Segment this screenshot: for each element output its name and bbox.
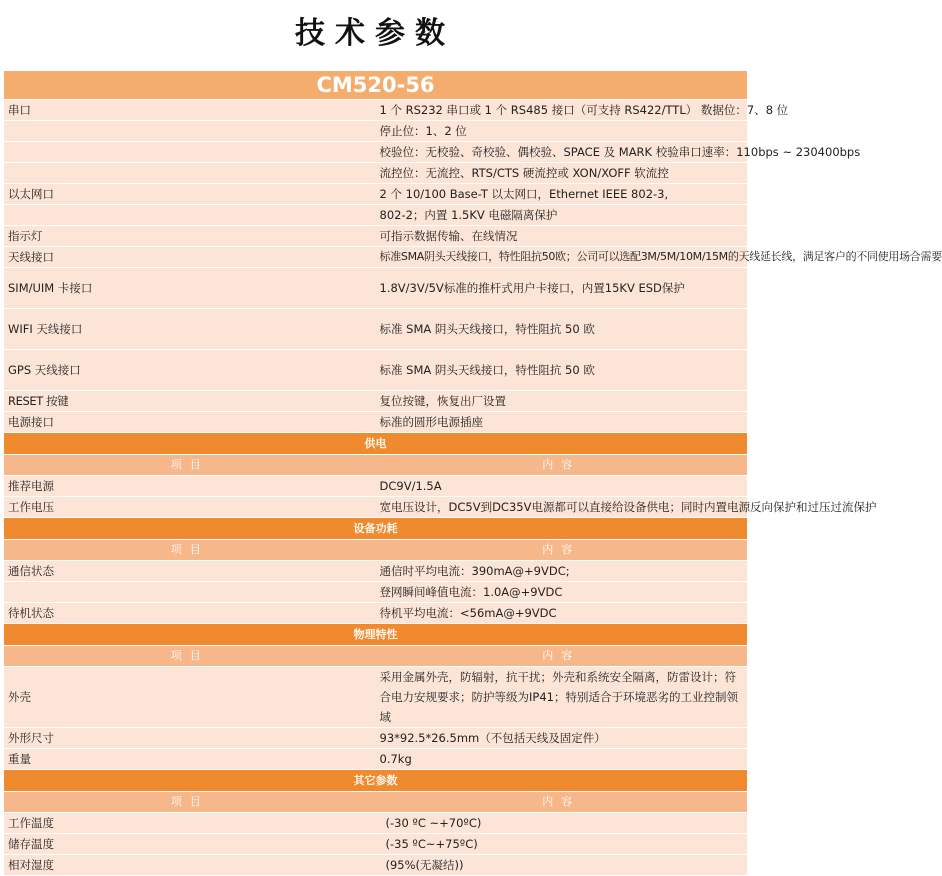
- spec-value: 1.8V/3V/5V标准的推杆式用户卡接口，内置15KV ESD保护: [376, 268, 748, 309]
- spec-label: 工作温度: [4, 813, 376, 834]
- spec-value: 待机平均电流：<56mA@+9VDC: [376, 603, 748, 624]
- section-header-physical: [4, 624, 747, 646]
- spec-label: WIFI 天线接口: [4, 309, 376, 350]
- spec-value: 采用金属外壳，防辐射，抗干扰；外壳和系统安全隔离，防雷设计；符合电力安规要求；防护等级为IP41；特别适合于环境恶劣的工业控制领域: [376, 667, 748, 728]
- spec-row: [4, 142, 747, 163]
- spec-row: [4, 163, 747, 184]
- spec-value: 复位按键，恢复出厂设置: [376, 391, 748, 412]
- spec-value: 802-2；内置 1.5KV 电磁隔离保护: [376, 205, 748, 226]
- column-header-item: 项目: [4, 540, 376, 561]
- spec-label: 串口: [4, 100, 376, 121]
- spec-value: 可指示数据传输、在线情况: [376, 226, 748, 247]
- spec-row: [4, 226, 747, 247]
- spec-row: [4, 834, 747, 855]
- section-header-consumption: [4, 518, 747, 540]
- column-header-row: [4, 792, 747, 813]
- column-header-content: 内容: [376, 646, 748, 667]
- section-header-other: [4, 770, 747, 792]
- spec-row: [4, 667, 747, 728]
- spec-row: [4, 749, 747, 770]
- spec-value: 1 个 RS232 串口或 1 个 RS485 接口（可支持 RS422/TTL） 数据位：7、8 位: [376, 100, 748, 121]
- spec-table: [4, 71, 942, 876]
- spec-row: [4, 497, 747, 518]
- spec-row: [4, 561, 747, 582]
- spec-row: [4, 268, 747, 309]
- spec-label: [4, 205, 376, 226]
- column-header-item: 项目: [4, 646, 376, 667]
- spec-value: 标准SMA阴头天线接口，特性阻抗50欧；公司可以选配3M/5M/10M/15M的天线延长线，满足客户的不同使用场合需要: [376, 247, 748, 268]
- spec-row: [4, 205, 747, 226]
- spec-row: [4, 391, 747, 412]
- column-header-content: 内容: [376, 792, 748, 813]
- spec-row: [4, 309, 747, 350]
- spec-value: 标准 SMA 阴头天线接口，特性阻抗 50 欧: [376, 309, 748, 350]
- column-header-content: 内容: [376, 540, 748, 561]
- section-header-power: [4, 433, 747, 455]
- spec-label: 外壳: [4, 667, 376, 728]
- spec-row: [4, 121, 747, 142]
- spec-value: 标准的圆形电源插座: [376, 412, 748, 433]
- page-title: 技术参数: [295, 16, 455, 51]
- spec-label: 外形尺寸: [4, 728, 376, 749]
- spec-value: 宽电压设计，DC5V到DC35V电源都可以直接给设备供电；同时内置电源反向保护和过压过流保护: [376, 497, 748, 518]
- spec-label: 天线接口: [4, 247, 376, 268]
- spec-label: GPS 天线接口: [4, 350, 376, 391]
- spec-row: [4, 100, 747, 121]
- spec-label: 以太网口: [4, 184, 376, 205]
- spec-row: [4, 813, 747, 834]
- spec-row: [4, 728, 747, 749]
- spec-value: (95%(无凝结)): [376, 855, 748, 876]
- spec-row: [4, 855, 747, 876]
- column-header-item: 项目: [4, 792, 376, 813]
- spec-value: 标准 SMA 阴头天线接口，特性阻抗 50 欧: [376, 350, 748, 391]
- column-header-item: 项目: [4, 455, 376, 476]
- model-name: CM520-56: [4, 71, 747, 100]
- spec-label: 相对湿度: [4, 855, 376, 876]
- spec-row: [4, 603, 747, 624]
- spec-label: 待机状态: [4, 603, 376, 624]
- column-header-row: [4, 540, 747, 561]
- column-header-content: 内容: [376, 455, 748, 476]
- spec-row: [4, 184, 747, 205]
- spec-label: SIM/UIM 卡接口: [4, 268, 376, 309]
- section-title: 设备功耗: [4, 518, 747, 540]
- column-header-row: [4, 455, 747, 476]
- spec-value: (-35 ºC~+75ºC): [376, 834, 748, 855]
- spec-value: 停止位：1、2 位: [376, 121, 748, 142]
- section-title: 其它参数: [4, 770, 747, 792]
- spec-value: 流控位：无流控、RTS/CTS 硬流控或 XON/XOFF 软流控: [376, 163, 748, 184]
- spec-label: 通信状态: [4, 561, 376, 582]
- spec-label: [4, 142, 376, 163]
- spec-value: 2 个 10/100 Base-T 以太网口，Ethernet IEEE 802-3,: [376, 184, 748, 205]
- spec-row: [4, 412, 747, 433]
- spec-label: RESET 按键: [4, 391, 376, 412]
- spec-value: 校验位：无校验、奇校验、偶校验、SPACE 及 MARK 校验串口速率：110bps ~ 230400bps: [376, 142, 748, 163]
- spec-label: [4, 582, 376, 603]
- spec-label: 储存温度: [4, 834, 376, 855]
- spec-row: [4, 247, 747, 268]
- spec-label: 推荐电源: [4, 476, 376, 497]
- spec-row: [4, 350, 747, 391]
- spec-label: 重量: [4, 749, 376, 770]
- spec-label: [4, 121, 376, 142]
- column-header-row: [4, 646, 747, 667]
- model-row: [4, 71, 747, 100]
- spec-value: 93*92.5*26.5mm（不包括天线及固定件）: [376, 728, 748, 749]
- spec-label: [4, 163, 376, 184]
- spec-value: 通信时平均电流：390mA@+9VDC;: [376, 561, 748, 582]
- section-title: 供电: [4, 433, 747, 455]
- spec-value: (-30 ºC ~+70ºC): [376, 813, 748, 834]
- section-title: 物理特性: [4, 624, 747, 646]
- spec-label: 工作电压: [4, 497, 376, 518]
- spec-row: [4, 582, 747, 603]
- spec-value: 0.7kg: [376, 749, 748, 770]
- spec-label: 指示灯: [4, 226, 376, 247]
- spec-row: [4, 476, 747, 497]
- spec-label: 电源接口: [4, 412, 376, 433]
- spec-value: DC9V/1.5A: [376, 476, 748, 497]
- spec-value: 登网瞬间峰值电流：1.0A@+9VDC: [376, 582, 748, 603]
